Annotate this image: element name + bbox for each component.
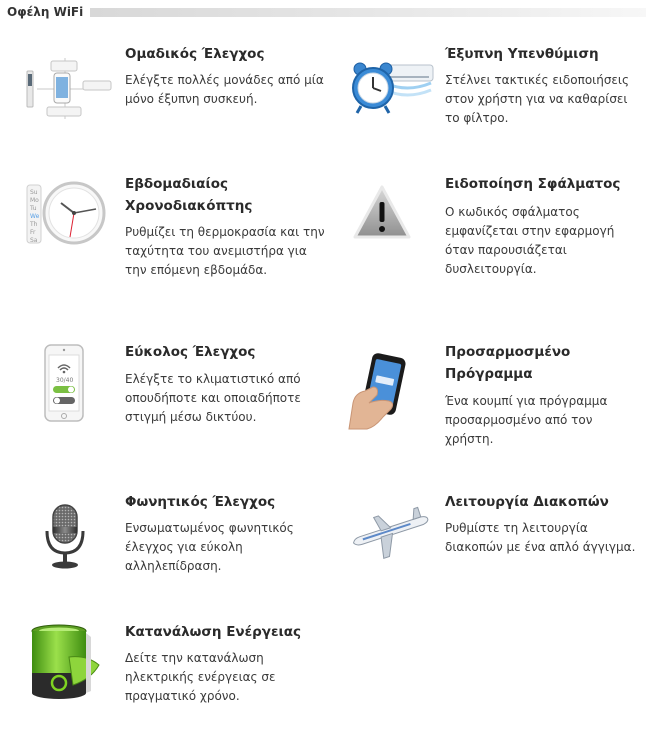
feature-description: Ελέγξτε το κλιματιστικό από οπουδήποτε και οποιαδήποτε στιγμή μέσω δικτύου. <box>125 372 301 424</box>
feature-easy-control <box>25 341 325 451</box>
feature-description: Ο κωδικός σφάλματος εμφανίζεται στην εφαρμογή όταν παρουσιάζεται δυσλειτουργία. <box>445 205 615 276</box>
warning-icon <box>345 173 435 263</box>
svg-text:Tu: Tu <box>30 205 37 212</box>
feature-description: Δείτε την κατανάλωση ηλεκτρικής ενέργειας σε πραγματικό χρόνο. <box>125 651 276 703</box>
smartphone-icon <box>25 341 115 431</box>
feature-description: Ρυθμίστε τη λειτουργία διακοπών με ένα απλό άγγιγμα. <box>445 521 636 554</box>
weekly-clock-icon <box>25 173 115 263</box>
feature-title: Λειτουργία Διακοπών <box>445 494 609 510</box>
feature-weekly-timer <box>25 173 325 303</box>
feature-group-control <box>25 43 325 143</box>
feature-custom-program <box>345 341 645 451</box>
svg-text:Sa: Sa <box>30 237 38 244</box>
airplane-icon <box>345 491 435 581</box>
svg-text:Th: Th <box>30 221 38 228</box>
feature-title: Φωνητικός Έλεγχος <box>125 494 276 510</box>
hand-phone-icon <box>345 341 435 431</box>
section-header <box>0 0 652 26</box>
feature-title: Προσαρμοσμένο Πρόγραμμα <box>445 344 571 382</box>
section-divider-bar <box>90 8 646 17</box>
svg-text:Mo: Mo <box>30 197 39 204</box>
svg-text:We: We <box>30 213 40 220</box>
svg-text:Fr: Fr <box>30 229 36 236</box>
feature-description: Ενσωματωμένος φωνητικός έλεγχος για εύκολη αλληλεπίδραση. <box>125 521 294 573</box>
phone-reading-text: 30/40 <box>56 377 74 384</box>
feature-description: Ένα κουμπί για πρόγραμμα προσαρμοσμένο από τον χρήστη. <box>445 394 608 446</box>
feature-error-notification <box>345 173 645 293</box>
section-title: Οφέλη WiFi <box>7 5 84 19</box>
feature-smart-reminder <box>345 43 645 143</box>
feature-title: Εβδομαδιαίος Χρονοδιακόπτης <box>125 176 253 214</box>
feature-description: Στέλνει τακτικές ειδοποιήσεις στον χρήστη για να καθαρίσει το φίλτρο. <box>445 73 630 125</box>
feature-title: Εύκολος Έλεγχος <box>125 344 256 360</box>
feature-title: Κατανάλωση Ενέργειας <box>125 624 302 640</box>
microphone-icon <box>25 491 115 581</box>
feature-holiday-mode <box>345 491 645 591</box>
feature-title: Ομαδικός Έλεγχος <box>125 46 265 62</box>
feature-voice-control <box>25 491 325 591</box>
feature-description: Ρυθμίζει τη θερμοκρασία και την ταχύτητα του ανεμιστήρα για την επόμενη εβδομάδα. <box>125 225 325 277</box>
feature-energy-consumption <box>25 621 325 721</box>
feature-title: Ειδοποίηση Σφάλματος <box>445 176 621 192</box>
svg-text:Su: Su <box>30 189 38 196</box>
battery-recycle-icon <box>25 621 115 711</box>
alarm-clock-icon <box>345 43 435 133</box>
group-control-icon <box>25 43 115 133</box>
feature-title: Έξυπνη Υπενθύμιση <box>445 46 599 62</box>
feature-description: Ελέγξτε πολλές μονάδες από μία μόνο έξυπνη συσκευή. <box>125 73 324 106</box>
